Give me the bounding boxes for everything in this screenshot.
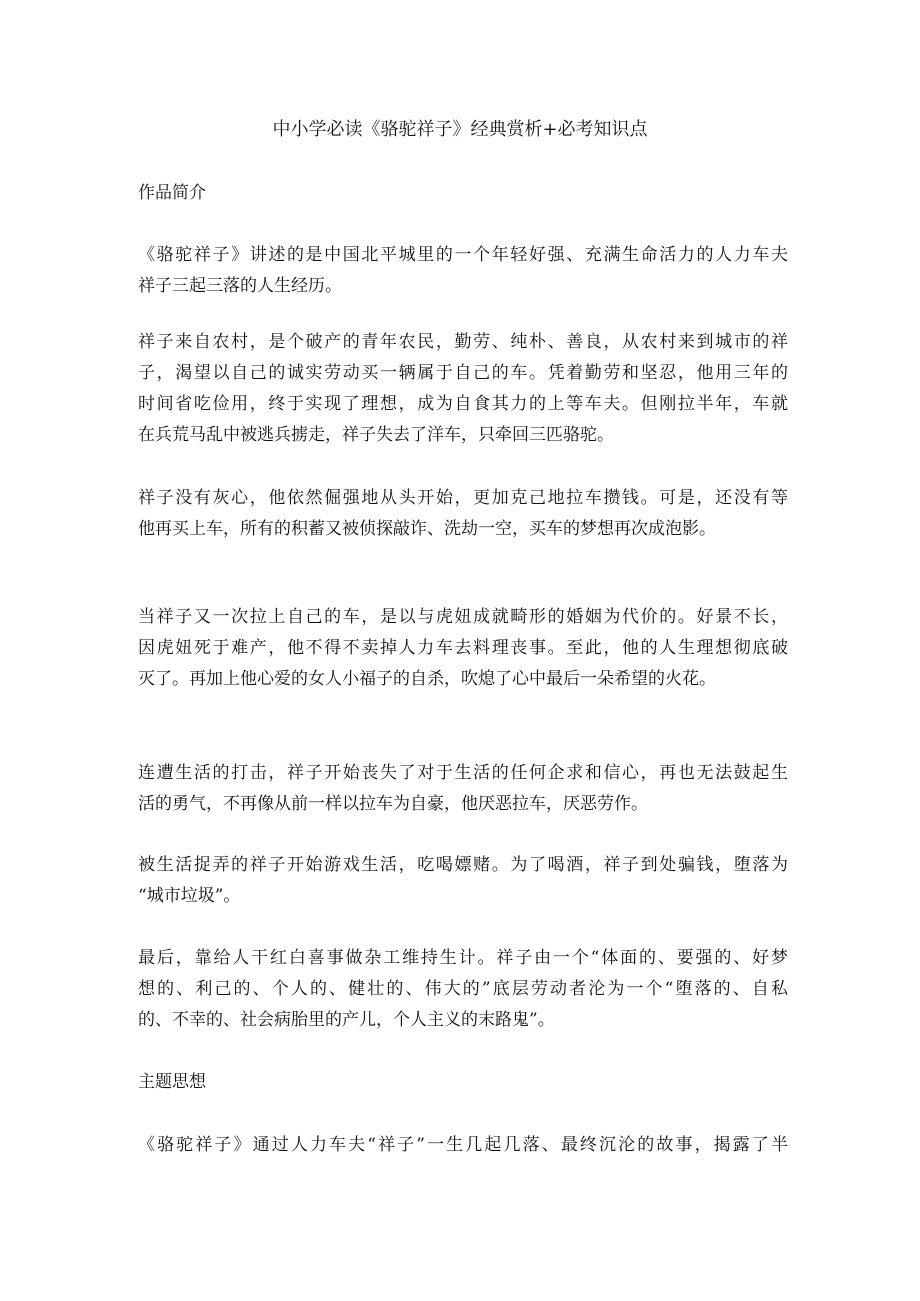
paragraph-line: 《骆驼祥子》通过人力车夫“祥子”一生几起几落、最终沉沦的故事，揭露了半 [138,1135,788,1155]
paragraph-line: 祥子没有灰心，他依然倔强地从头开始，更加克己地拉车攒钱。可是，还没有等 [138,488,788,508]
paragraph-line: 最后，靠给人干红白喜事做杂工维持生计。祥子由一个“体面的、要强的、好梦 [138,948,788,968]
paragraph-line: 的、不幸的、社会病胎里的产儿，个人主义的末路鬼”。 [138,1010,555,1030]
paragraph-line: 祥子三起三落的人生经历。 [138,276,342,296]
paragraph-line: 连遭生活的打击，祥子开始丧失了对于生活的任何企求和信心，再也无法鼓起生 [138,763,788,783]
paragraph-line: 《骆驼祥子》讲述的是中国北平城里的一个年轻好强、充满生命活力的人力车夫 [138,245,788,265]
heading-line: 作品简介 [138,183,206,203]
paragraph-line: 想的、利己的、个人的、健壮的、伟大的”底层劳动者沦为一个“堕落的、自私 [138,979,788,999]
paragraph-line: 活的勇气，不再像从前一样以拉车为自豪，他厌恶拉车，厌恶劳作。 [138,794,648,814]
paragraph-line: 时间省吃俭用，终于实现了理想，成为自食其力的上等车夫。但刚拉半年，车就 [138,394,788,414]
section-heading-intro [138,178,788,209]
paragraph-line: 灭了。再加上他心爱的女人小福子的自杀，吹熄了心中最后一朵希望的火花。 [138,669,716,689]
paragraph-line: 子，渴望以自己的诚实劳动买一辆属于自己的车。凭着勤劳和坚忍，他用三年的 [138,363,788,383]
paragraph-line: 祥子来自农村，是个破产的青年农民，勤劳、纯朴、善良，从农村来到城市的祥 [138,332,788,352]
paragraph-7 [138,943,788,1036]
paragraph-line: 被生活捉弄的祥子开始游戏生活，吃喝嫖赌。为了喝酒，祥子到处骗钱，堕落为 [138,855,788,875]
heading-line: 主题思想 [138,1072,206,1092]
paragraph-8 [138,1130,788,1161]
paragraph-2 [138,327,788,451]
paragraph-line: “城市垃圾”。 [138,886,241,906]
paragraph-line: 他再买上车，所有的积蓄又被侦探敲诈、洗劫一空，买车的梦想再次成泡影。 [138,519,716,539]
document-title: 中小学必读《骆驼祥子》经典赏析+必考知识点 [272,119,648,140]
paragraph-6 [138,850,788,912]
paragraph-4 [138,602,788,695]
paragraph-1 [138,240,788,302]
paragraph-3 [138,483,788,545]
paragraph-line: 在兵荒马乱中被逃兵掳走，祥子失去了洋车，只牵回三匹骆驼。 [138,425,614,445]
paragraph-line: 当祥子又一次拉上自己的车，是以与虎妞成就畸形的婚姻为代价的。好景不长， [138,607,788,627]
section-heading-theme [138,1067,788,1098]
paragraph-5 [138,758,788,820]
paragraph-line: 因虎妞死于难产，他不得不卖掉人力车去料理丧事。至此，他的人生理想彻底破 [138,638,788,658]
